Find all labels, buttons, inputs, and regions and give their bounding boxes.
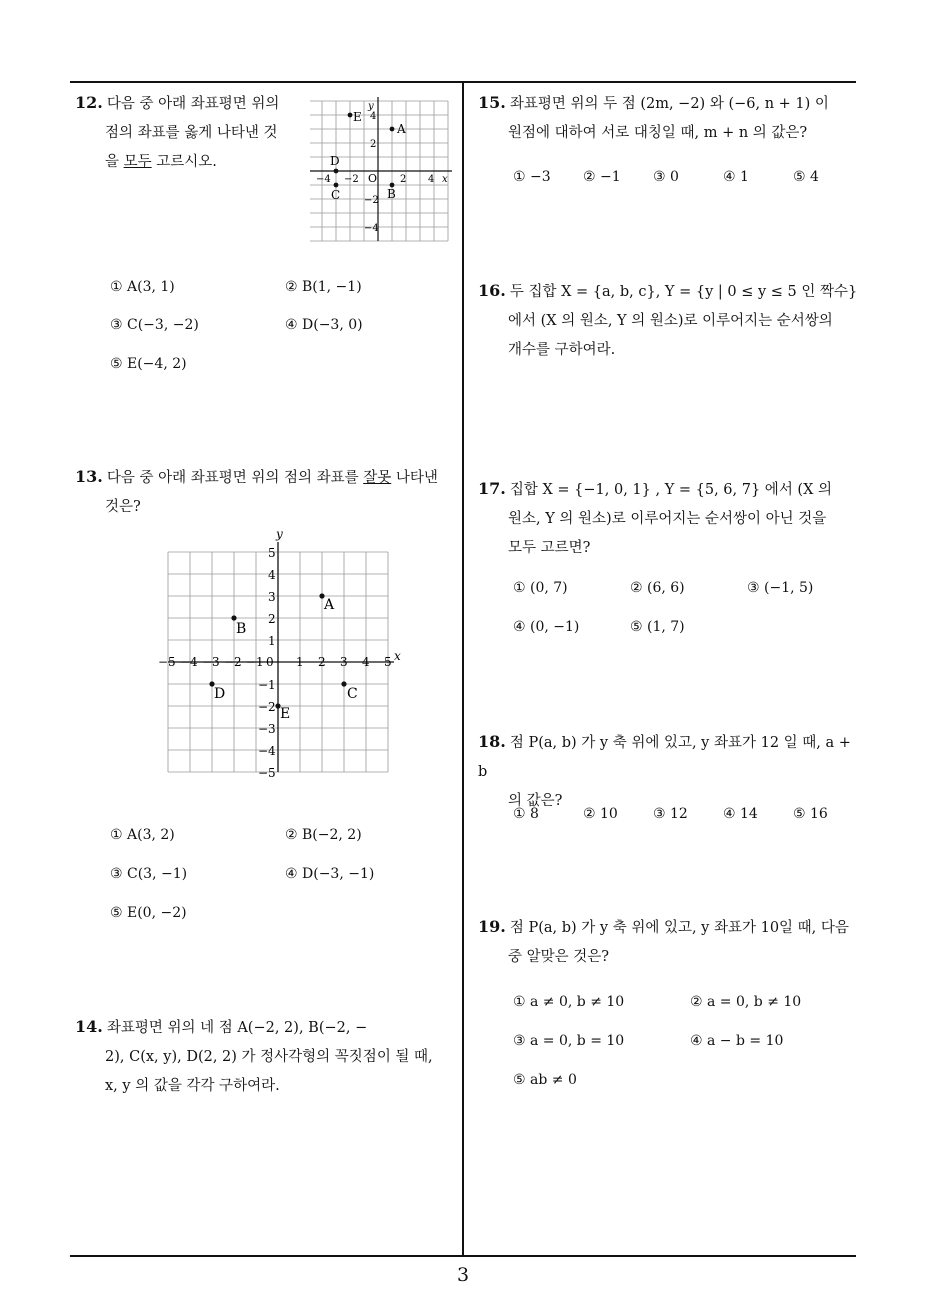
option-2[interactable]: ② −1 <box>583 169 621 185</box>
option-5[interactable]: ⑤ 16 <box>793 806 828 822</box>
question-number: 15. <box>478 93 506 112</box>
question-number: 14. <box>75 1017 103 1036</box>
point-c <box>341 681 346 686</box>
option-3[interactable]: ③ C(−3, −2) <box>110 317 199 333</box>
x-tick-label: 5 <box>384 655 392 669</box>
y-tick-label: −2 <box>364 195 379 206</box>
question-text-line: 좌표평면 위의 네 점 A(−2, 2), B(−2, − <box>106 1020 368 1036</box>
page-number: 3 <box>456 1264 470 1286</box>
y-tick-label: −4 <box>364 223 379 234</box>
y-tick-label: 2 <box>370 139 377 150</box>
coordinate-graph-q12 <box>310 95 460 245</box>
question-number: 13. <box>75 467 103 486</box>
question-text-line: 집합 X = {−1, 0, 1} , Y = {5, 6, 7} 에서 (X 의 <box>509 482 833 498</box>
option-2[interactable]: ② B(1, −1) <box>285 279 362 295</box>
y-tick-label: −2 <box>258 700 276 714</box>
question-12 <box>75 88 305 177</box>
question-text-line: 원소, Y 의 원소)로 이루어지는 순서쌍이 아닌 것을 <box>508 511 827 527</box>
point-label: A <box>397 122 406 136</box>
option-2[interactable]: ② a = 0, b ≠ 10 <box>690 994 802 1010</box>
emphasis-underline: 잘못 <box>363 470 392 486</box>
point-label: B <box>387 187 396 201</box>
question-text-line: 에서 (X 의 원소, Y 의 원소)로 이루어지는 순서쌍의 <box>508 313 833 329</box>
x-tick-label: −4 <box>316 174 331 185</box>
x-tick-label: −5 <box>158 655 176 669</box>
question-14 <box>75 1012 460 1101</box>
option-1[interactable]: ① A(3, 1) <box>110 279 175 295</box>
option-3[interactable]: ③ C(3, −1) <box>110 866 188 882</box>
point-label: D <box>330 154 340 168</box>
option-4[interactable]: ④ D(−3, 0) <box>285 317 363 333</box>
y-tick-label: 4 <box>268 568 276 582</box>
question-text-line: 다음 중 아래 좌표평면 위의 점의 좌표를 <box>106 470 359 486</box>
option-4[interactable]: ④ D(−3, −1) <box>285 866 375 882</box>
question-text-line: 개수를 구하여라. <box>508 342 616 358</box>
x-tick-label: 1 <box>296 655 304 669</box>
option-4[interactable]: ④ (0, −1) <box>513 619 580 635</box>
x-tick-label: 2 <box>318 655 326 669</box>
option-3[interactable]: ③ (−1, 5) <box>747 580 814 596</box>
question-number: 17. <box>478 479 506 498</box>
question-text-line: 점 P(a, b) 가 y 축 위에 있고, y 좌표가 12 일 때, a + b <box>478 735 851 780</box>
question-18 <box>478 727 858 816</box>
y-tick-label: 4 <box>370 111 377 122</box>
column-divider <box>462 82 464 1257</box>
x-tick-label: 4 <box>428 174 435 185</box>
question-text-line: 원점에 대하여 서로 대칭일 때, m + n 의 값은? <box>508 125 808 141</box>
x-tick-label: 3 <box>340 655 348 669</box>
x-tick-label: 2 <box>400 174 407 185</box>
question-text-line: x, y 의 값을 각각 구하여라. <box>105 1078 280 1094</box>
option-1[interactable]: ① 8 <box>513 806 539 822</box>
question-number: 12. <box>75 93 103 112</box>
question-17 <box>478 474 858 563</box>
emphasis-underline: 모두 <box>123 154 152 170</box>
option-1[interactable]: ① A(3, 2) <box>110 827 175 843</box>
y-tick-label: −1 <box>258 678 276 692</box>
question-number: 16. <box>478 281 506 300</box>
x-axis-label: x <box>394 649 401 663</box>
question-text-line: 을 <box>105 154 120 170</box>
question-text-line: 두 집합 X = {a, b, c}, Y = {y | 0 ≤ y ≤ 5 인 짝수} <box>509 284 858 300</box>
question-text-line: 점의 좌표를 옳게 나타낸 것 <box>105 125 278 141</box>
question-15 <box>478 88 858 148</box>
question-text-line: 나타낸 <box>395 470 438 486</box>
question-number: 18. <box>478 732 506 751</box>
option-4[interactable]: ④ 1 <box>723 169 749 185</box>
point-label: C <box>331 188 341 202</box>
question-13 <box>75 462 460 522</box>
y-tick-label: 2 <box>268 612 276 626</box>
question-text-line: 2), C(x, y), D(2, 2) 가 정사각형의 꼭짓점이 될 때, <box>105 1049 433 1065</box>
option-1[interactable]: ① a ≠ 0, b ≠ 10 <box>513 994 625 1010</box>
question-text-line: 점 P(a, b) 가 y 축 위에 있고, y 좌표가 10일 때, 다음 <box>509 920 849 936</box>
option-5[interactable]: ⑤ (1, 7) <box>630 619 685 635</box>
y-axis-label: y <box>368 101 374 112</box>
option-2[interactable]: ② (6, 6) <box>630 580 685 596</box>
option-5[interactable]: ⑤ E(−4, 2) <box>110 356 187 372</box>
y-tick-label: −5 <box>258 766 276 778</box>
question-text-line: 다음 중 아래 좌표평면 위의 <box>106 96 280 112</box>
option-3[interactable]: ③ 12 <box>653 806 688 822</box>
point-c <box>334 183 339 188</box>
x-tick-label: −4 <box>180 655 198 669</box>
option-2[interactable]: ② B(−2, 2) <box>285 827 362 843</box>
coordinate-graph-q13 <box>155 528 405 778</box>
option-3[interactable]: ③ 0 <box>653 169 679 185</box>
bottom-rule <box>70 1255 856 1257</box>
option-4[interactable]: ④ a − b = 10 <box>690 1033 784 1049</box>
point-label: D <box>214 686 226 702</box>
y-axis-label: y <box>276 528 283 541</box>
origin-label: 0 <box>266 655 274 669</box>
question-text-line: 좌표평면 위의 두 점 (2m, −2) 와 (−6, n + 1) 이 <box>509 96 829 112</box>
x-tick-label: −1 <box>246 655 264 669</box>
option-1[interactable]: ① (0, 7) <box>513 580 568 596</box>
option-4[interactable]: ④ 14 <box>723 806 758 822</box>
option-5[interactable]: ⑤ 4 <box>793 169 819 185</box>
question-text-line: 고르시오. <box>156 154 217 170</box>
point-a <box>390 127 395 132</box>
option-5[interactable]: ⑤ ab ≠ 0 <box>513 1072 577 1088</box>
x-axis-label: x <box>442 174 448 185</box>
question-16 <box>478 276 858 365</box>
point-label: E <box>353 110 362 124</box>
question-number: 19. <box>478 917 506 936</box>
option-2[interactable]: ② 10 <box>583 806 618 822</box>
point-label: C <box>347 686 358 702</box>
option-1[interactable]: ① −3 <box>513 169 551 185</box>
x-tick-label: −2 <box>224 655 242 669</box>
question-text-line: 것은? <box>105 499 141 515</box>
option-3[interactable]: ③ a = 0, b = 10 <box>513 1033 625 1049</box>
y-tick-label: 5 <box>268 546 276 560</box>
question-text-line: 의 값은? <box>508 793 563 809</box>
point-e <box>348 113 353 118</box>
question-text-line: 모두 고르면? <box>508 540 591 556</box>
question-text-line: 중 알맞은 것은? <box>508 949 610 965</box>
point-label: B <box>236 621 247 637</box>
y-tick-label: 1 <box>268 634 276 648</box>
point-label: E <box>280 706 291 722</box>
y-tick-label: −3 <box>258 722 276 736</box>
origin-label: O <box>368 172 378 185</box>
x-tick-label: −2 <box>344 174 359 185</box>
point-b <box>231 615 236 620</box>
y-tick-label: 3 <box>268 590 276 604</box>
y-tick-label: −4 <box>258 744 276 758</box>
x-tick-label: 4 <box>362 655 370 669</box>
point-label: A <box>324 597 335 613</box>
point-d <box>334 169 339 174</box>
x-tick-label: −3 <box>202 655 220 669</box>
question-19 <box>478 912 858 972</box>
option-5[interactable]: ⑤ E(0, −2) <box>110 905 187 921</box>
